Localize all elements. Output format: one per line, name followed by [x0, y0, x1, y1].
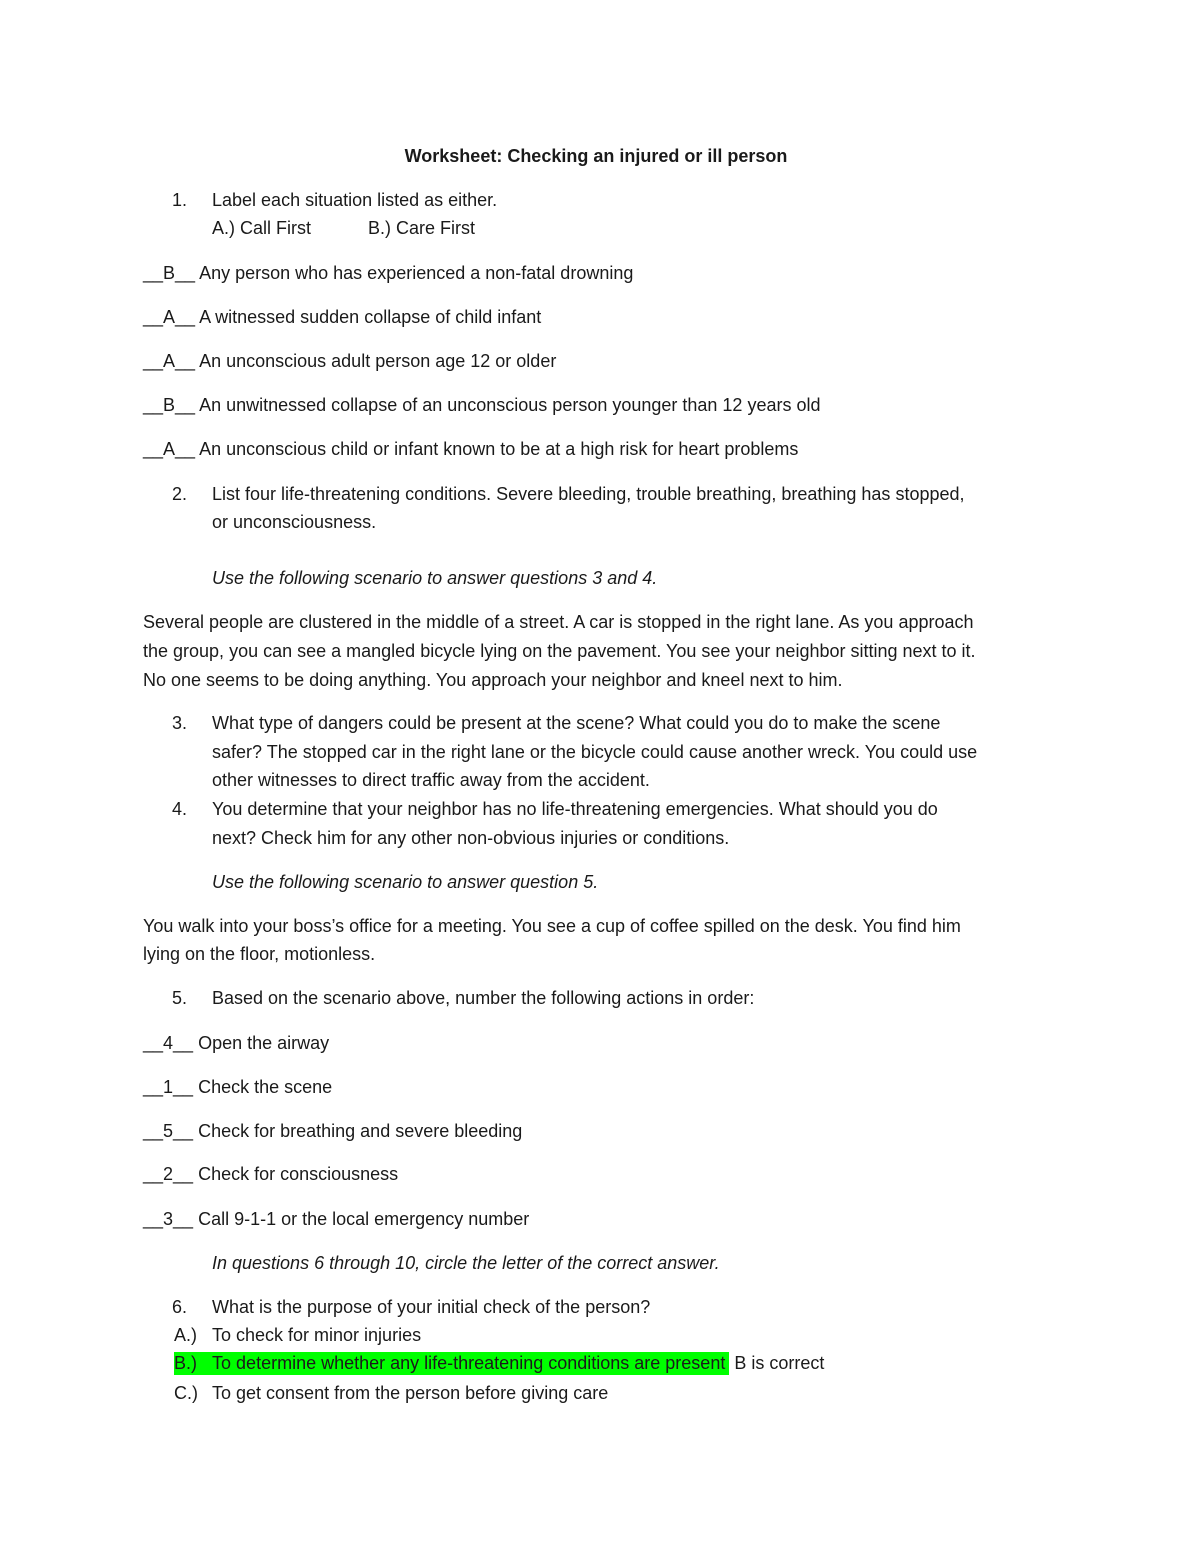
paragraph-line: the group, you can see a mangled bicycle lying on the pavement. You see your neighbor sitting next to it. [143, 641, 976, 661]
option-letter-a[interactable]: A.) [174, 1325, 198, 1345]
answer-blank: __B__ [143, 263, 196, 283]
list-item [143, 1032, 329, 1054]
question-number: 3. [172, 713, 188, 733]
question-text-line: or unconsciousness. [212, 512, 377, 532]
paragraph-line: No one seems to be doing anything. You approach your neighbor and kneel next to him. [143, 670, 843, 690]
item-text: A witnessed sudden collapse of child infant [199, 307, 542, 327]
option-text-a: To check for minor injuries [212, 1325, 422, 1345]
scenario-instruction: Use the following scenario to answer questions 3 and 4. [212, 568, 658, 588]
answer-blank: __4__ [143, 1033, 194, 1053]
list-item [143, 1120, 522, 1142]
question-text-line: next? Check him for any other non-obvious injuries or conditions. [212, 828, 730, 848]
correct-option-row [174, 1352, 824, 1374]
section-instruction: In questions 6 through 10, circle the letter of the correct answer. [212, 1253, 720, 1273]
answer-blank: __3__ [143, 1209, 194, 1229]
list-item [143, 306, 541, 328]
item-text: Check for breathing and severe bleeding [198, 1121, 523, 1141]
question-prompt: Label each situation listed as either. [212, 190, 498, 210]
answer-blank: __A__ [143, 307, 196, 327]
list-item [143, 262, 633, 284]
option-letter-c[interactable]: C.) [174, 1383, 198, 1403]
answer-blank: __2__ [143, 1164, 194, 1184]
question-number: 2. [172, 484, 188, 504]
page-title: Worksheet: Checking an injured or ill person [404, 146, 788, 166]
question-number: 5. [172, 988, 188, 1008]
list-item [143, 394, 820, 416]
item-text: Any person who has experienced a non-fatal drowning [199, 263, 634, 283]
option-care-first: B.) Care First [368, 218, 476, 238]
list-item [143, 1163, 398, 1185]
option-text-b: To determine whether any life-threatening conditions are present [212, 1353, 726, 1373]
question-text-line: What type of dangers could be present at the scene? What could you do to make the scene [212, 713, 941, 733]
question-number: 1. [172, 190, 188, 210]
option-call-first: A.) Call First [212, 218, 311, 238]
question-number: 6. [172, 1297, 188, 1317]
answer-blank: __A__ [143, 351, 196, 371]
item-text: Open the airway [198, 1033, 330, 1053]
paragraph-line: lying on the floor, motionless. [143, 944, 376, 964]
option-letter-b[interactable]: B.) [174, 1353, 198, 1373]
question-prompt: Based on the scenario above, number the following actions in order: [212, 988, 755, 1008]
answer-blank: __5__ [143, 1121, 194, 1141]
question-text-line: List four life-threatening conditions. Severe bleeding, trouble breathing, breathing has stopped, [212, 484, 965, 504]
option-text-c: To get consent from the person before giving care [212, 1383, 609, 1403]
paragraph-line: Several people are clustered in the middle of a street. A car is stopped in the right lane. As you approach [143, 612, 974, 632]
answer-note: B is correct [734, 1353, 825, 1373]
item-text: Check the scene [198, 1077, 333, 1097]
item-text: An unwitnessed collapse of an unconscious person younger than 12 years old [199, 395, 821, 415]
answer-blank: __1__ [143, 1077, 194, 1097]
item-text: Call 9-1-1 or the local emergency number [198, 1209, 530, 1229]
highlight-b [174, 1352, 729, 1375]
list-item [143, 438, 798, 460]
question-number: 4. [172, 799, 188, 819]
answer-blank: __B__ [143, 395, 196, 415]
question-text-line: other witnesses to direct traffic away from the accident. [212, 770, 650, 790]
item-text: An unconscious adult person age 12 or older [199, 351, 557, 371]
scenario-instruction: Use the following scenario to answer question 5. [212, 872, 599, 892]
paragraph-line: You walk into your boss’s office for a meeting. You see a cup of coffee spilled on the desk. You find him [143, 916, 961, 936]
question-prompt: What is the purpose of your initial check of the person? [212, 1297, 651, 1317]
list-item [143, 1208, 529, 1230]
list-item [143, 350, 556, 372]
answer-blank: __A__ [143, 439, 196, 459]
question-text-line: You determine that your neighbor has no life-threatening emergencies. What should you do [212, 799, 938, 819]
question-text-line: safer? The stopped car in the right lane or the bicycle could cause another wreck. You could use [212, 742, 978, 762]
list-item [143, 1076, 332, 1098]
item-text: Check for consciousness [198, 1164, 399, 1184]
item-text: An unconscious child or infant known to be at a high risk for heart problems [199, 439, 799, 459]
